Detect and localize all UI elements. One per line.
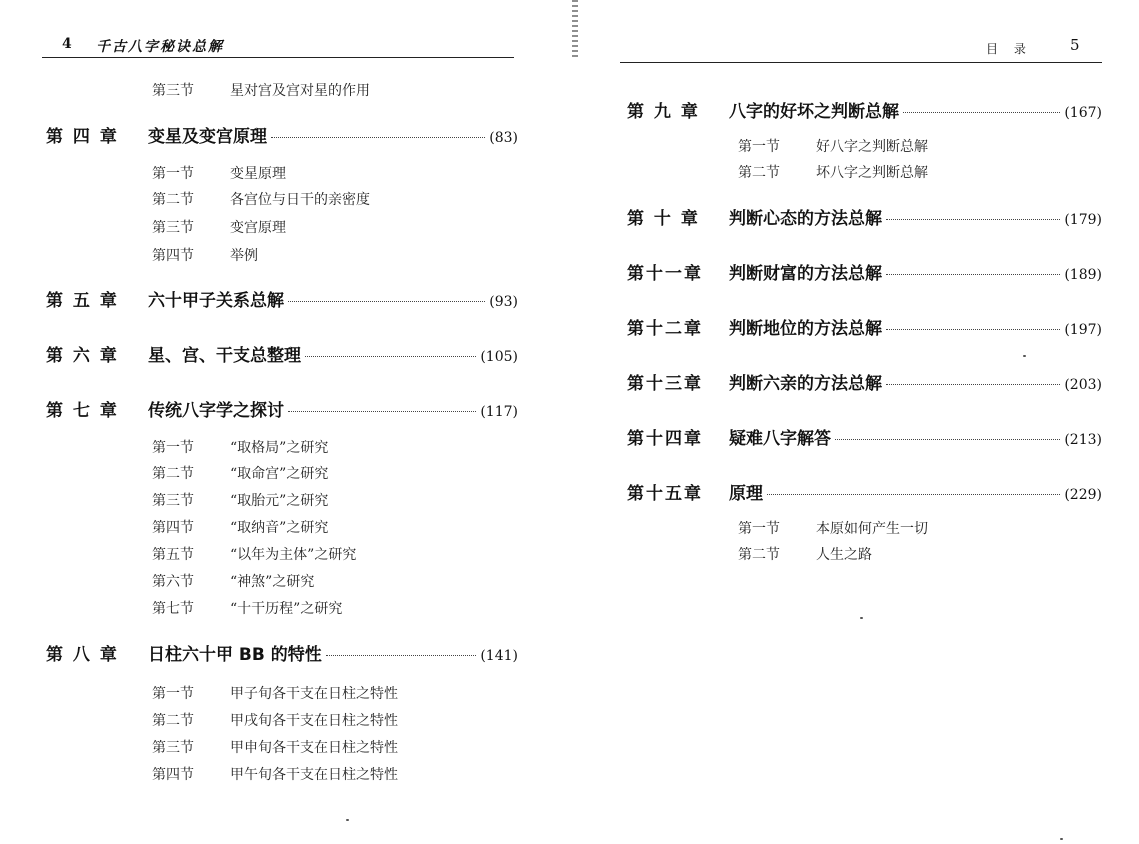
section-number: 第六节 <box>152 574 194 590</box>
toc-section-entry <box>152 764 398 784</box>
chapter-number: 第 六 章 <box>46 346 119 366</box>
section-title: “取命宫”之研究 <box>230 466 329 482</box>
toc-section-entry <box>152 710 398 730</box>
dot-leader <box>288 300 485 302</box>
toc-chapter-entry <box>627 314 1102 339</box>
right-running-title: 目 录 <box>986 42 1032 56</box>
section-title: 各宫位与日干的亲密度 <box>230 192 370 208</box>
chapter-title: 判断六亲的方法总解 <box>729 374 882 394</box>
chapter-title: 星、宫、干支总整理 <box>148 346 301 366</box>
chapter-page-number: (197) <box>1064 322 1102 338</box>
dot-leader <box>326 654 477 656</box>
dot-leader <box>271 136 485 138</box>
section-number: 第二节 <box>152 192 194 208</box>
section-number: 第三节 <box>152 220 194 236</box>
section-title: 变宫原理 <box>230 220 286 236</box>
chapter-title: 判断地位的方法总解 <box>729 319 882 339</box>
toc-section-entry <box>738 544 872 564</box>
section-title: 好八字之判断总解 <box>816 139 928 155</box>
section-number: 第一节 <box>738 521 780 537</box>
chapter-title: 六十甲子关系总解 <box>148 291 284 311</box>
toc-chapter-entry <box>46 640 518 665</box>
chapter-page-number: (213) <box>1064 432 1102 448</box>
chapter-page-number: (229) <box>1064 487 1102 503</box>
toc-section-entry <box>152 189 370 209</box>
chapter-page-number: (83) <box>489 130 518 146</box>
chapter-title: 传统八字学之探讨 <box>148 401 284 421</box>
dot-leader <box>767 493 1060 495</box>
chapter-page-number: (117) <box>480 404 518 420</box>
dot-leader <box>835 438 1060 440</box>
toc-section-entry <box>152 683 398 703</box>
toc-section-entry <box>152 598 342 618</box>
toc-section-entry <box>738 136 928 156</box>
chapter-title: 疑难八字解答 <box>729 429 831 449</box>
dot-leader <box>886 218 1060 220</box>
section-number: 第四节 <box>152 248 194 264</box>
section-title: “取格局”之研究 <box>230 440 329 456</box>
toc-section-entry <box>152 80 370 100</box>
section-number: 第一节 <box>738 139 780 155</box>
chapter-number: 第 十 章 <box>627 209 700 229</box>
toc-chapter-entry <box>627 479 1102 504</box>
section-title: 甲申旬各干支在日柱之特性 <box>230 740 398 756</box>
section-title: “取纳音”之研究 <box>230 520 329 536</box>
toc-section-entry <box>152 217 286 237</box>
section-number: 第四节 <box>152 520 194 536</box>
toc-chapter-entry <box>46 286 518 311</box>
chapter-number: 第十四章 <box>627 429 703 449</box>
chapter-number: 第 五 章 <box>46 291 119 311</box>
toc-chapter-entry <box>627 259 1102 284</box>
book-gutter <box>572 0 578 60</box>
toc-section-entry <box>152 737 398 757</box>
chapter-page-number: (189) <box>1064 267 1102 283</box>
toc-chapter-entry <box>627 204 1102 229</box>
dot-leader <box>886 328 1060 330</box>
section-number: 第二节 <box>152 713 194 729</box>
chapter-number: 第十一章 <box>627 264 703 284</box>
toc-section-entry <box>152 163 286 183</box>
toc-section-entry <box>152 463 328 483</box>
chapter-number: 第 七 章 <box>46 401 119 421</box>
chapter-number: 第 八 章 <box>46 645 119 665</box>
section-number: 第二节 <box>738 165 780 181</box>
print-speck <box>1060 838 1063 840</box>
chapter-page-number: (179) <box>1064 212 1102 228</box>
right-page <box>580 0 1139 844</box>
chapter-page-number: (105) <box>480 349 518 365</box>
section-number: 第三节 <box>152 493 194 509</box>
section-title: 甲戌旬各干支在日柱之特性 <box>230 713 398 729</box>
toc-chapter-entry <box>627 424 1102 449</box>
section-number: 第一节 <box>152 686 194 702</box>
toc-chapter-entry <box>627 369 1102 394</box>
chapter-page-number: (141) <box>480 648 518 664</box>
left-running-title: 千古八字秘诀总解 <box>96 39 224 55</box>
section-title: 甲子旬各干支在日柱之特性 <box>230 686 398 702</box>
dot-leader <box>305 355 476 357</box>
section-number: 第二节 <box>738 547 780 563</box>
left-toc <box>0 0 560 844</box>
chapter-title: 原理 <box>729 484 763 504</box>
dot-leader <box>886 383 1060 385</box>
section-title: 举例 <box>230 248 258 264</box>
toc-section-entry <box>738 162 928 182</box>
dot-leader <box>886 273 1060 275</box>
chapter-page-number: (167) <box>1064 105 1102 121</box>
print-speck <box>346 819 349 821</box>
section-number: 第二节 <box>152 466 194 482</box>
chapter-number: 第十三章 <box>627 374 703 394</box>
toc-section-entry <box>152 517 328 537</box>
chapter-number: 第十五章 <box>627 484 703 504</box>
section-number: 第四节 <box>152 767 194 783</box>
toc-section-entry <box>152 245 258 265</box>
section-title: “取胎元”之研究 <box>230 493 329 509</box>
toc-section-entry <box>738 518 928 538</box>
chapter-page-number: (93) <box>489 294 518 310</box>
left-page-number: 4 <box>62 36 72 52</box>
chapter-title: 变星及变宫原理 <box>148 127 267 147</box>
section-title: 变星原理 <box>230 166 286 182</box>
toc-chapter-entry <box>46 396 518 421</box>
toc-chapter-entry <box>46 341 518 366</box>
section-title: “以年为主体”之研究 <box>230 547 357 563</box>
chapter-title: 判断财富的方法总解 <box>729 264 882 284</box>
chapter-page-number: (203) <box>1064 377 1102 393</box>
dot-leader <box>903 111 1060 113</box>
section-number: 第三节 <box>152 83 194 99</box>
toc-chapter-entry <box>627 97 1102 122</box>
section-number: 第一节 <box>152 440 194 456</box>
print-speck <box>1023 355 1026 357</box>
section-title: “十干历程”之研究 <box>230 601 343 617</box>
right-toc <box>580 0 1139 844</box>
section-number: 第一节 <box>152 166 194 182</box>
chapter-title: 判断心态的方法总解 <box>729 209 882 229</box>
section-title: 人生之路 <box>816 547 872 563</box>
toc-chapter-entry <box>46 122 518 147</box>
section-number: 第五节 <box>152 547 194 563</box>
toc-section-entry <box>152 437 328 457</box>
toc-section-entry <box>152 490 328 510</box>
chapter-number: 第 四 章 <box>46 127 119 147</box>
section-title: 星对宫及宫对星的作用 <box>230 83 370 99</box>
toc-section-entry <box>152 544 356 564</box>
left-page <box>0 0 560 844</box>
section-number: 第三节 <box>152 740 194 756</box>
section-title: 甲午旬各干支在日柱之特性 <box>230 767 398 783</box>
section-title: 本原如何产生一切 <box>816 521 928 537</box>
chapter-number: 第十二章 <box>627 319 703 339</box>
section-title: “神煞”之研究 <box>230 574 315 590</box>
print-speck <box>860 617 863 619</box>
chapter-title: 日柱六十甲 BB 的特性 <box>148 645 322 665</box>
chapter-number: 第 九 章 <box>627 102 700 122</box>
right-page-number: 5 <box>1070 36 1080 54</box>
section-title: 坏八字之判断总解 <box>816 165 928 181</box>
section-number: 第七节 <box>152 601 194 617</box>
chapter-title: 八字的好坏之判断总解 <box>729 102 899 122</box>
dot-leader <box>288 410 476 412</box>
toc-section-entry <box>152 571 314 591</box>
